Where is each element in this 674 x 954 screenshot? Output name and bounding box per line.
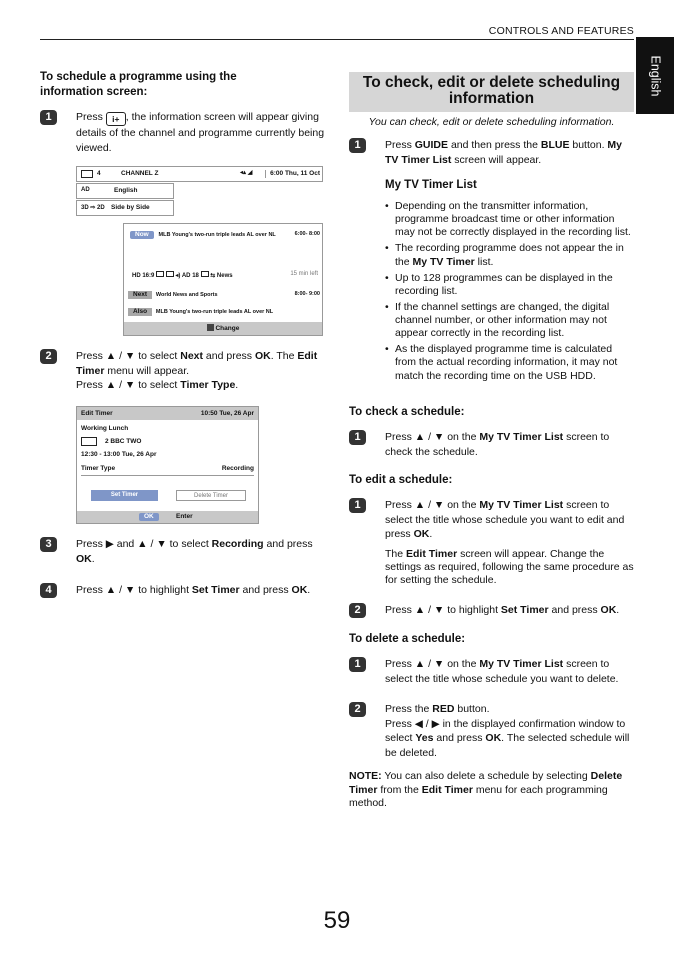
schedule-step-2 — [40, 349, 326, 395]
step-number: 2 — [349, 603, 366, 618]
step-text: Press i+ , the information screen will appear giving details of the channel and programme currently being viewed. — [76, 111, 325, 154]
timer-list-notes — [385, 200, 634, 386]
step-text: Press ▲ / ▼ to highlight Set Timer and press OK. — [76, 584, 311, 596]
list-item: • Up to 128 programmes can be displayed in the recording list. — [385, 272, 634, 298]
list-item: • The recording programme does not appear the in the My TV Timer list. — [385, 242, 634, 268]
step-number: 1 — [349, 498, 366, 513]
step-number: 1 — [349, 430, 366, 445]
language-tab — [636, 37, 674, 114]
step-number: 1 — [349, 138, 366, 153]
edit-schedule-step-1 — [349, 498, 634, 592]
delete-schedule-step-2 — [349, 702, 634, 764]
language-tab-label: English — [648, 55, 663, 96]
edit-timer-footer: OK Enter — [77, 511, 258, 523]
list-item: • If the channel settings are changed, the digital channel number, or other information may not appear correctly in the recording list. — [385, 301, 634, 340]
list-item: • Depending on the transmitter information, programme broadcast time or other information may not be correctly displayed in the recording list. — [385, 200, 634, 239]
audio-icon: ◂) — [175, 273, 181, 279]
step-text: Press GUIDE and then press the BLUE button. My TV Timer List screen will appear. — [385, 139, 622, 166]
edit-timer-titlebar: Edit Timer 10:50 Tue, 26 Apr — [77, 407, 258, 420]
list-item: • As the displayed programme time is calculated from the actual recording information, it may not match the recording time on the USB HDD. — [385, 343, 634, 382]
section-title: CONTROLS AND FEATURES — [488, 25, 634, 37]
check-schedule-step-1 — [349, 430, 634, 462]
genre-icon: ⇆ — [210, 273, 216, 279]
page-header — [40, 24, 634, 40]
delete-heading: To delete a schedule: — [349, 633, 466, 645]
step-text: Press ▲ / ▼ to highlight Set Timer and press OK. — [385, 604, 620, 616]
now-row: Now MLB Young's two-run triple leads AL over NL 6:00- 8:00 — [130, 231, 320, 239]
timer-list-heading: My TV Timer List — [385, 179, 477, 191]
step-text: Press ▲ / ▼ on the My TV Timer List screen to select the title whose schedule you want to edit and press OK. The Edit Timer screen will appear. Change the settings as required, following the same procedure as for setting the schedule. — [385, 499, 634, 587]
step-number: 4 — [40, 583, 57, 598]
edit-schedule-step-2 — [349, 603, 634, 621]
step-number: 2 — [349, 702, 366, 717]
mode-icon: 3D ⇨ 2D — [81, 205, 105, 211]
change-footer: Change — [124, 322, 322, 335]
check-step-1 — [349, 138, 634, 170]
rating-icon — [201, 271, 209, 277]
schedule-step-1 — [40, 110, 326, 160]
step-text: Press ▲ / ▼ to select Next and press OK. The Edit Timer menu will appear. Press ▲ / ▼ to select Timer Type. — [76, 350, 318, 392]
edit-timer-illustration: Edit Timer 10:50 Tue, 26 Apr Working Lunch 2 BBC TWO 12:30 - 13:00 Tue, 26 Apr Timer Type Recording Set Timer Delete Timer OK Enter — [76, 406, 259, 524]
signal-icon: ◂▴ ◢ — [240, 170, 253, 176]
schedule-step-4 — [40, 583, 326, 603]
step-text: Press ▲ / ▼ on the My TV Timer List screen to select the title whose schedule you want to delete. — [385, 658, 619, 685]
tv-icon — [81, 170, 93, 178]
next-row: Next World News and Sports 8:00- 9:00 — [128, 291, 320, 299]
screen-icon — [156, 271, 164, 277]
step-text: Press the RED button. Press ◀ / ▶ in the displayed confirmation window to select Yes and press OK. The selected schedule will be deleted. — [385, 703, 630, 760]
delete-note: NOTE: You can also delete a schedule by selecting Delete Timer from the Edit Timer menu for each programming method. — [349, 770, 623, 810]
check-heading: To check a schedule: — [349, 406, 465, 418]
schedule-step-3 — [40, 537, 326, 571]
schedule-heading: To schedule a programme using the information screen: — [40, 71, 237, 98]
also-row: Also MLB Young's two-run triple leads AL over NL — [128, 308, 320, 316]
step-number: 1 — [349, 657, 366, 672]
audio-icon: AD — [81, 187, 90, 193]
step-text: Press ▶ and ▲ / ▼ to select Recording and press OK. — [76, 538, 313, 565]
step-number: 1 — [40, 110, 57, 125]
delete-schedule-step-1 — [349, 657, 634, 689]
mode-row: 3D ⇨ 2D Side by Side — [76, 200, 174, 216]
channel-bar: 4 CHANNEL Z ◂▴ ◢ 6:00 Thu, 11 Oct — [76, 166, 323, 182]
set-timer-button[interactable]: Set Timer — [91, 490, 158, 501]
section-heading: To check, edit or delete scheduling information — [349, 72, 634, 112]
page-number: 59 — [323, 907, 351, 934]
step-text: Press ▲ / ▼ on the My TV Timer List screen to check the schedule. — [385, 431, 610, 458]
delete-timer-button[interactable]: Delete Timer — [176, 490, 246, 501]
edit-note: The Edit Timer screen will appear. Change the settings as required, following the same procedure as for setting the schedule. — [385, 548, 634, 587]
change-key-icon — [207, 324, 214, 331]
step-number: 3 — [40, 537, 57, 552]
tv-icon — [81, 437, 97, 446]
badge-row: HD 16:9 ◂) AD 18 ⇆ News 15 min left — [132, 271, 318, 279]
timer-type-row: Timer Type Recording — [81, 465, 254, 476]
section-intro: You can check, edit or delete scheduling information. — [368, 116, 615, 128]
programme-panel — [123, 223, 323, 336]
audio-row: AD English — [76, 183, 174, 199]
subtitle-icon — [166, 271, 174, 277]
edit-heading: To edit a schedule: — [349, 474, 453, 486]
step-number: 2 — [40, 349, 57, 364]
info-screen-illustration — [76, 166, 323, 336]
info-button-icon: i+ — [106, 112, 126, 126]
